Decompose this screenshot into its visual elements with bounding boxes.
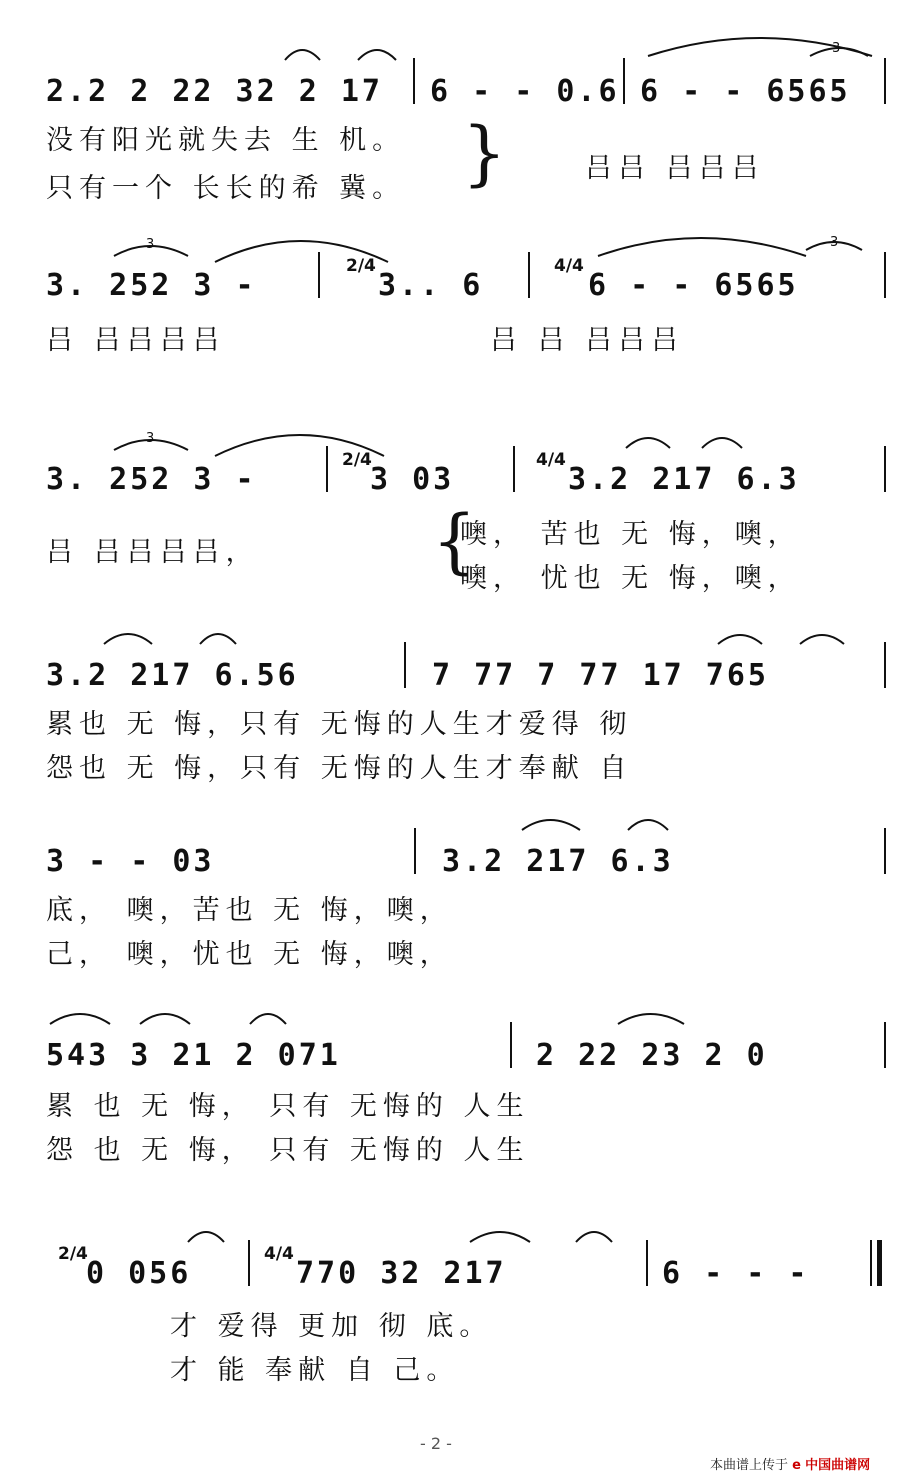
lyric-hum: 吕 吕吕吕吕 [46,325,226,356]
time-signature: 4/4 [536,450,566,470]
lyric-verse-1: 累也 无 悔，只有 无悔的人生才爱得 彻 [46,709,633,740]
slur [215,241,388,262]
slur [618,1014,684,1024]
slur [215,435,384,456]
slur [598,238,806,256]
notes-measure: 2 22 23 2 0 [536,1038,768,1073]
slur [470,1232,530,1242]
slur [800,635,844,644]
slur [200,634,236,644]
slur [104,634,152,644]
source-note [710,1454,870,1473]
notes-measure: 3 03 [370,462,455,497]
notes-measure: 543 3 21 2 071 [46,1038,341,1073]
lyric-verse-1: 才 爱得 更加 彻 底。 [170,1311,493,1342]
page-number: - 2 - [420,1434,452,1453]
lyric-verse-1: 没有阳光就失去 生 机。 [46,125,406,156]
lyric-verse-2: 怨也 无 悔，只有 无悔的人生才奉献 自 [46,753,633,784]
slur [250,1014,286,1024]
site-logo-icon: e [792,1458,801,1473]
triplet-3: 3 [830,235,839,250]
lyric-hum: 吕 吕 吕吕吕 [490,325,685,356]
slur [285,50,320,60]
slur [358,50,396,60]
notes-measure: 6 - - 6565 [588,268,799,303]
notes-measure: 3.2 217 6.56 [46,658,299,693]
site-name[interactable]: 中国曲谱网 [805,1458,871,1473]
source-label: 本曲谱上传于 [710,1458,789,1473]
slur [626,438,670,448]
lyric-verse-1: 累 也 无 悔， 只有 无悔的 人生 [46,1091,530,1122]
slur [576,1232,612,1242]
time-signature: 2/4 [58,1244,88,1264]
notes-measure: 6 - - - [662,1256,810,1291]
slur [140,1014,190,1024]
lyric-verse-1: 噢， 苦也 无 悔，噢， [460,519,801,550]
triplet-3: 3 [832,41,841,56]
notes-measure: 3.2 217 6.3 [568,462,800,497]
notes-measure: 3. 252 3 - [46,268,257,303]
notes-measure: 6 - - 0.6 [430,74,620,109]
notes-measure: 0 056 [86,1256,192,1291]
verse-brace: } [462,112,507,194]
slur [702,438,742,448]
time-signature: 4/4 [264,1244,294,1264]
notes-measure: 3. 252 3 - [46,462,257,497]
triplet-3: 3 [146,237,155,252]
slur [50,1014,110,1024]
notes-measure: 3.2 217 6.3 [442,844,674,879]
notes-measure: 770 32 217 [296,1256,507,1291]
lyric-verse-1: 底， 噢，苦也 无 悔，噢， [46,895,453,926]
time-signature: 2/4 [342,450,372,470]
notes-measure: 6 - - 6565 [640,74,851,109]
notes-measure: 7 77 7 77 17 765 [432,658,769,693]
lyric-verse-2: 己， 噢，忧也 无 悔，噢， [46,939,453,970]
slur [628,820,668,830]
slur [718,635,762,644]
time-signature: 2/4 [346,256,376,276]
notes-measure: 2.2 2 22 32 2 17 [46,74,383,109]
time-signature: 4/4 [554,256,584,276]
triplet-3: 3 [146,431,155,446]
lyric-verse-2: 噢， 忧也 无 悔，噢， [460,563,801,594]
lyric-hum: 吕吕 吕吕吕 [585,153,765,184]
lyric-hum: 吕 吕吕吕吕， [46,537,259,568]
verse-brace: { [432,500,477,582]
slur [188,1232,224,1242]
slur [522,820,580,830]
lyric-verse-2: 才 能 奉献 自 己。 [170,1355,460,1386]
lyric-verse-2: 怨 也 无 悔， 只有 无悔的 人生 [46,1135,530,1166]
notes-measure: 3 - - 03 [46,844,215,879]
lyric-verse-2: 只有一个 长长的希 冀。 [46,173,406,204]
notes-measure: 3.. 6 [378,268,484,303]
